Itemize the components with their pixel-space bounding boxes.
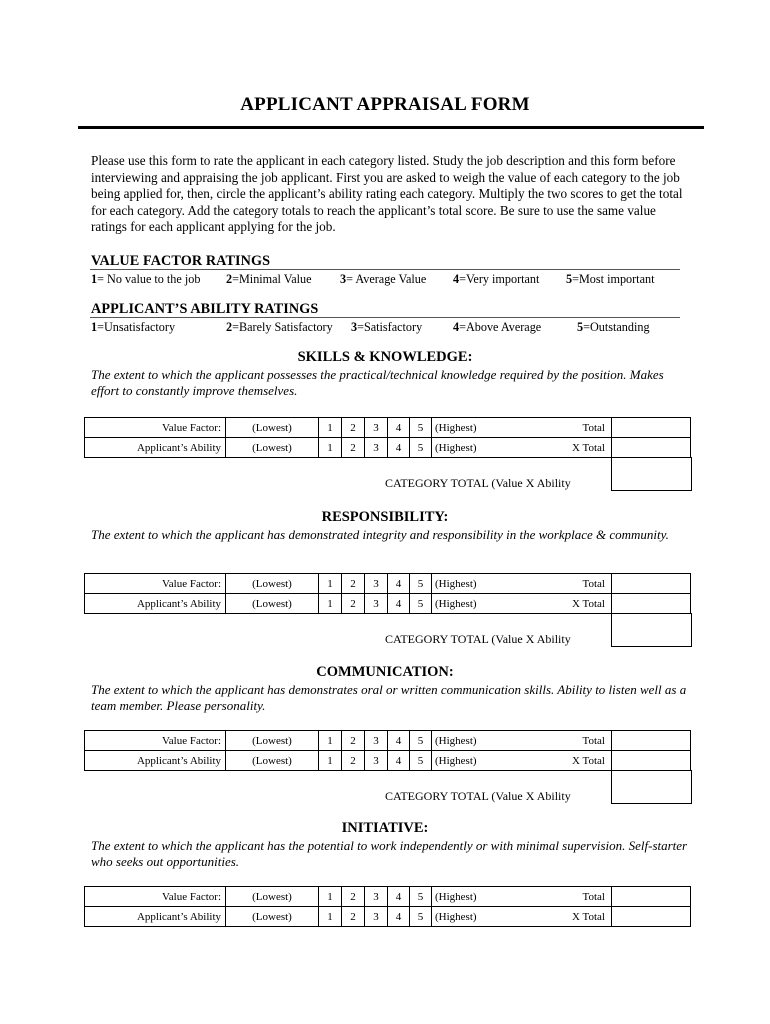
value-option-1[interactable]: 1 xyxy=(319,731,342,751)
ability-option-4[interactable]: 4 xyxy=(388,594,410,614)
ability-option-5[interactable]: 5 xyxy=(410,751,432,771)
value-option-4[interactable]: 4 xyxy=(388,418,410,438)
value-rating-1: 1= No value to the job xyxy=(91,272,201,286)
title-rule xyxy=(78,126,704,129)
intro-paragraph: Please use this form to rate the applicant in each category listed. Study the job description and this form before interviewing and appraising the job applicant. First you are asked to weigh the value of each category to the job being applied for, then, circle the applicant’s ability rating each category. Multiply the two scores to get the total for each category. Add the category totals to reach the applicant’s total score. Be sure to use the same value ratings for each applicant applying for the job. xyxy=(91,153,683,235)
value-factor-rule xyxy=(90,269,680,270)
ability-rating-3: 3=Satisfactory xyxy=(351,320,423,334)
value-option-5[interactable]: 5 xyxy=(410,731,432,751)
ability-rating-1: 1=Unsatisfactory xyxy=(91,320,176,334)
value-factor-label: Value Factor: xyxy=(85,574,226,594)
value-rating-3: 3= Average Value xyxy=(340,272,427,286)
value-option-5[interactable]: 5 xyxy=(410,418,432,438)
value-option-3[interactable]: 3 xyxy=(365,418,388,438)
ability-option-3[interactable]: 3 xyxy=(365,907,388,927)
category-total-field[interactable] xyxy=(611,457,692,491)
lowest-label: (Lowest) xyxy=(226,594,319,614)
value-total-field[interactable] xyxy=(612,418,691,438)
ability-option-1[interactable]: 1 xyxy=(319,907,342,927)
value-option-4[interactable]: 4 xyxy=(388,887,410,907)
category-description: The extent to which the applicant has the potential to work independently or with minimal supervision. Self-starter who seeks out opportunities. xyxy=(91,838,688,870)
highest-label: (Highest) xyxy=(432,887,562,907)
ability-label: Applicant’s Ability xyxy=(85,438,226,458)
value-factor-label: Value Factor: xyxy=(85,418,226,438)
ability-option-4[interactable]: 4 xyxy=(388,907,410,927)
category-title-1: SKILLS & KNOWLEDGE: xyxy=(297,349,473,365)
ability-option-1[interactable]: 1 xyxy=(319,594,342,614)
value-factor-row xyxy=(85,731,691,751)
ability-option-5[interactable]: 5 xyxy=(410,594,432,614)
lowest-label: (Lowest) xyxy=(226,731,319,751)
value-option-3[interactable]: 3 xyxy=(365,887,388,907)
value-factor-label: Value Factor: xyxy=(85,731,226,751)
highest-label: (Highest) xyxy=(432,418,562,438)
highest-label: (Highest) xyxy=(432,574,562,594)
value-rating-5: 5=Most important xyxy=(566,272,655,286)
ability-rating-4: 4=Above Average xyxy=(453,320,542,334)
ability-option-2[interactable]: 2 xyxy=(342,438,365,458)
value-option-4[interactable]: 4 xyxy=(388,574,410,594)
form-title: APPLICANT APPRAISAL FORM xyxy=(240,94,530,115)
highest-label: (Highest) xyxy=(432,594,562,614)
category-total-label: CATEGORY TOTAL (Value X Ability xyxy=(385,476,571,490)
category-description: The extent to which the applicant has demonstrated integrity and responsibility in the workplace & community. xyxy=(91,527,669,542)
ability-row xyxy=(85,751,691,771)
value-factor-heading: VALUE FACTOR RATINGS xyxy=(91,253,271,269)
value-option-5[interactable]: 5 xyxy=(410,887,432,907)
ability-row xyxy=(85,594,691,614)
ability-option-2[interactable]: 2 xyxy=(342,751,365,771)
ability-rating-5: 5=Outstanding xyxy=(577,320,650,334)
value-option-2[interactable]: 2 xyxy=(342,731,365,751)
x-total-label: X Total xyxy=(562,907,612,927)
x-total-label: X Total xyxy=(562,751,612,771)
value-option-1[interactable]: 1 xyxy=(319,574,342,594)
value-option-1[interactable]: 1 xyxy=(319,887,342,907)
value-total-field[interactable] xyxy=(612,887,691,907)
ability-option-2[interactable]: 2 xyxy=(342,594,365,614)
total-label: Total xyxy=(562,887,612,907)
value-option-3[interactable]: 3 xyxy=(365,731,388,751)
value-factor-label: Value Factor: xyxy=(85,887,226,907)
lowest-label: (Lowest) xyxy=(226,418,319,438)
value-total-field[interactable] xyxy=(612,574,691,594)
x-total-label: X Total xyxy=(562,594,612,614)
ability-label: Applicant’s Ability xyxy=(85,594,226,614)
ability-row xyxy=(85,907,691,927)
category-total-label: CATEGORY TOTAL (Value X Ability xyxy=(385,789,571,803)
category-title-2: RESPONSIBILITY: xyxy=(321,509,449,525)
value-option-5[interactable]: 5 xyxy=(410,574,432,594)
ability-option-4[interactable]: 4 xyxy=(388,751,410,771)
category-description: The extent to which the applicant possesses the practical/technical knowledge required by the position. Makes effort to constantly improve themselves. xyxy=(91,367,664,399)
total-label: Total xyxy=(562,418,612,438)
rating-table-4 xyxy=(84,886,691,927)
value-option-2[interactable]: 2 xyxy=(342,574,365,594)
ability-total-field[interactable] xyxy=(612,438,691,458)
value-factor-scale xyxy=(0,272,770,288)
lowest-label: (Lowest) xyxy=(226,751,319,771)
rating-table-2 xyxy=(84,573,691,614)
value-factor-row xyxy=(85,887,691,907)
total-label: Total xyxy=(562,731,612,751)
value-option-2[interactable]: 2 xyxy=(342,418,365,438)
rating-table-3 xyxy=(84,730,691,771)
ability-label: Applicant’s Ability xyxy=(85,751,226,771)
value-factor-row xyxy=(85,418,691,438)
lowest-label: (Lowest) xyxy=(226,907,319,927)
lowest-label: (Lowest) xyxy=(226,438,319,458)
ability-option-3[interactable]: 3 xyxy=(365,594,388,614)
ability-scale xyxy=(0,320,770,336)
ability-total-field[interactable] xyxy=(612,907,691,927)
category-description: The extent to which the applicant has demonstrates oral or written communication skills. Ability to listen well as a team member. Please personality. xyxy=(91,682,687,714)
x-total-label: X Total xyxy=(562,438,612,458)
value-option-3[interactable]: 3 xyxy=(365,574,388,594)
category-total-field[interactable] xyxy=(611,613,692,647)
ability-option-4[interactable]: 4 xyxy=(388,438,410,458)
ability-option-3[interactable]: 3 xyxy=(365,751,388,771)
category-total-label: CATEGORY TOTAL (Value X Ability xyxy=(385,632,571,646)
value-option-1[interactable]: 1 xyxy=(319,418,342,438)
rating-table-1 xyxy=(84,417,691,458)
category-total-field[interactable] xyxy=(611,770,692,804)
value-total-field[interactable] xyxy=(612,731,691,751)
value-option-2[interactable]: 2 xyxy=(342,887,365,907)
highest-label: (Highest) xyxy=(432,751,562,771)
ability-option-2[interactable]: 2 xyxy=(342,907,365,927)
ability-label: Applicant’s Ability xyxy=(85,907,226,927)
ability-rating-2: 2=Barely Satisfactory xyxy=(226,320,333,334)
value-rating-2: 2=Minimal Value xyxy=(226,272,312,286)
lowest-label: (Lowest) xyxy=(226,887,319,907)
lowest-label: (Lowest) xyxy=(226,574,319,594)
ability-option-3[interactable]: 3 xyxy=(365,438,388,458)
total-label: Total xyxy=(562,574,612,594)
category-title-3: COMMUNICATION: xyxy=(316,664,454,680)
value-factor-row xyxy=(85,574,691,594)
ability-total-field[interactable] xyxy=(612,751,691,771)
highest-label: (Highest) xyxy=(432,438,562,458)
ability-rule xyxy=(90,317,680,318)
ability-option-5[interactable]: 5 xyxy=(410,438,432,458)
ability-option-1[interactable]: 1 xyxy=(319,751,342,771)
value-rating-4: 4=Very important xyxy=(453,272,540,286)
category-title-4: INITIATIVE: xyxy=(341,820,429,836)
highest-label: (Highest) xyxy=(432,907,562,927)
ability-option-1[interactable]: 1 xyxy=(319,438,342,458)
ability-total-field[interactable] xyxy=(612,594,691,614)
highest-label: (Highest) xyxy=(432,731,562,751)
value-option-4[interactable]: 4 xyxy=(388,731,410,751)
ability-heading: APPLICANT’S ABILITY RATINGS xyxy=(91,301,319,317)
ability-row xyxy=(85,438,691,458)
ability-option-5[interactable]: 5 xyxy=(410,907,432,927)
